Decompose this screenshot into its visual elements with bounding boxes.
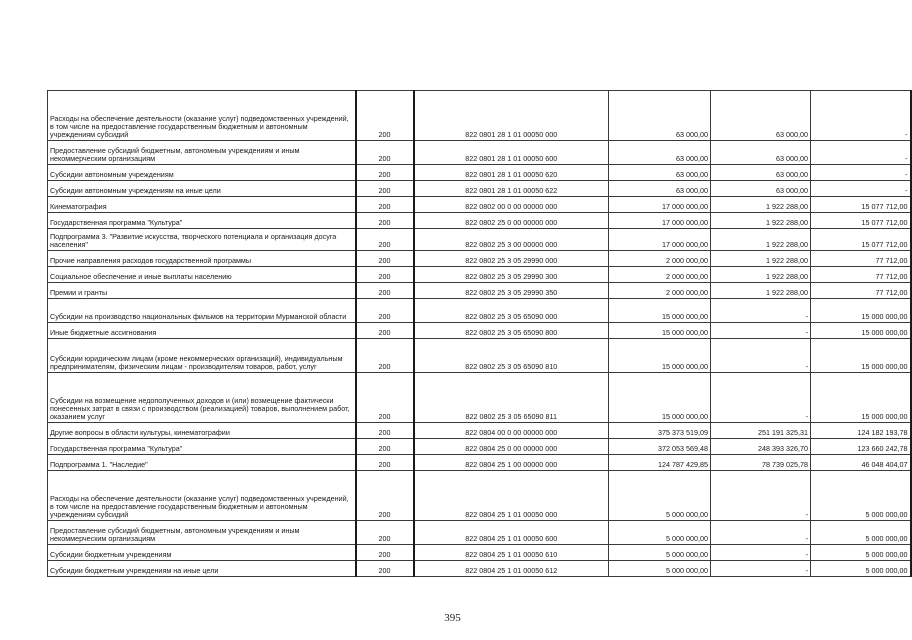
table-row [48,283,911,299]
row-approved-cell: 17 000 000,00 [609,229,711,251]
row-code-cell: 200 [356,267,414,283]
row-executed-cell: 1 922 288,00 [711,213,811,229]
budget-table-body [48,91,911,577]
row-code-cell: 200 [356,439,414,455]
table-row [48,229,911,251]
row-approved-cell: 17 000 000,00 [609,213,711,229]
table-row [48,181,911,197]
row-executed-cell: 1 922 288,00 [711,267,811,283]
table-row [48,267,911,283]
row-remaining-cell: 5 000 000,00 [811,545,911,561]
table-row [48,561,911,577]
row-name-cell: Субсидии автономным учреждениям [48,165,356,181]
row-executed-cell: - [711,339,811,373]
row-code-cell: 200 [356,471,414,521]
row-executed-cell: 63 000,00 [711,141,811,165]
row-approved-cell: 63 000,00 [609,141,711,165]
row-kbk-cell: 822 0802 25 3 00 00000 000 [414,229,609,251]
row-name-cell: Субсидии бюджетным учреждениям на иные цели [48,561,356,577]
table-row [48,141,911,165]
row-remaining-cell: 124 182 193,78 [811,423,911,439]
row-approved-cell: 15 000 000,00 [609,373,711,423]
row-approved-cell: 63 000,00 [609,91,711,141]
row-executed-cell: 248 393 326,70 [711,439,811,455]
row-kbk-cell: 822 0802 25 3 05 65090 800 [414,323,609,339]
row-name-cell: Другие вопросы в области культуры, кинематографии [48,423,356,439]
row-name-cell: Расходы на обеспечение деятельности (оказание услуг) подведомственных учреждений, в том числе на предоставление государственным бюджетным и автономным учреждениям субсидий [48,91,356,141]
row-approved-cell: 2 000 000,00 [609,283,711,299]
row-executed-cell: 1 922 288,00 [711,251,811,267]
table-row [48,545,911,561]
row-approved-cell: 63 000,00 [609,165,711,181]
row-approved-cell: 5 000 000,00 [609,545,711,561]
row-name-cell: Предоставление субсидий бюджетным, автономным учреждениям и иным некоммерческим организациям [48,521,356,545]
row-code-cell: 200 [356,373,414,423]
row-kbk-cell: 822 0802 25 3 05 29990 300 [414,267,609,283]
row-approved-cell: 63 000,00 [609,181,711,197]
table-row [48,299,911,323]
table-row [48,423,911,439]
row-kbk-cell: 822 0802 25 0 00 00000 000 [414,213,609,229]
row-remaining-cell: 77 712,00 [811,251,911,267]
row-approved-cell: 2 000 000,00 [609,251,711,267]
row-name-cell: Подпрограмма 3. "Развитие искусства, творческого потенциала и организация досуга населения" [48,229,356,251]
row-remaining-cell: 15 077 712,00 [811,197,911,213]
row-name-cell: Субсидии бюджетным учреждениям [48,545,356,561]
row-approved-cell: 5 000 000,00 [609,521,711,545]
row-code-cell: 200 [356,521,414,545]
row-approved-cell: 372 053 569,48 [609,439,711,455]
table-row [48,197,911,213]
row-name-cell: Субсидии на возмещение недополученных доходов и (или) возмещение фактически понесенных затрат в связи с производством (реализацией) товаров, выполнением работ, оказанием услуг [48,373,356,423]
table-row [48,521,911,545]
row-code-cell: 200 [356,561,414,577]
row-name-cell: Кинематография [48,197,356,213]
row-executed-cell: 63 000,00 [711,165,811,181]
row-kbk-cell: 822 0802 25 3 05 29990 000 [414,251,609,267]
row-name-cell: Социальное обеспечение и иные выплаты населению [48,267,356,283]
row-code-cell: 200 [356,213,414,229]
row-kbk-cell: 822 0802 00 0 00 00000 000 [414,197,609,213]
row-code-cell: 200 [356,545,414,561]
row-executed-cell: - [711,561,811,577]
row-code-cell: 200 [356,299,414,323]
row-approved-cell: 124 787 429,85 [609,455,711,471]
row-executed-cell: 1 922 288,00 [711,197,811,213]
row-kbk-cell: 822 0804 25 1 01 00050 612 [414,561,609,577]
row-remaining-cell: 77 712,00 [811,267,911,283]
row-kbk-cell: 822 0801 28 1 01 00050 620 [414,165,609,181]
row-approved-cell: 15 000 000,00 [609,339,711,373]
table-row [48,373,911,423]
row-kbk-cell: 822 0804 25 1 01 00050 000 [414,471,609,521]
row-remaining-cell: - [811,141,911,165]
row-name-cell: Субсидии автономным учреждениям на иные цели [48,181,356,197]
row-remaining-cell: 123 660 242,78 [811,439,911,455]
row-name-cell: Предоставление субсидий бюджетным, автономным учреждениям и иным некоммерческим организациям [48,141,356,165]
row-executed-cell: - [711,471,811,521]
row-approved-cell: 5 000 000,00 [609,471,711,521]
row-executed-cell: - [711,323,811,339]
row-executed-cell: - [711,545,811,561]
row-executed-cell: 251 191 325,31 [711,423,811,439]
row-code-cell: 200 [356,323,414,339]
row-kbk-cell: 822 0802 25 3 05 65090 811 [414,373,609,423]
row-approved-cell: 5 000 000,00 [609,561,711,577]
row-remaining-cell: 15 000 000,00 [811,323,911,339]
row-remaining-cell: 15 000 000,00 [811,373,911,423]
row-executed-cell: 78 739 025,78 [711,455,811,471]
page-number: 395 [444,612,461,624]
row-kbk-cell: 822 0804 25 1 01 00050 610 [414,545,609,561]
row-approved-cell: 2 000 000,00 [609,267,711,283]
row-remaining-cell: 5 000 000,00 [811,471,911,521]
row-remaining-cell: 15 000 000,00 [811,299,911,323]
row-name-cell: Государственная программа "Культура" [48,439,356,455]
row-name-cell: Субсидии на производство национальных фильмов на территории Мурманской области [48,299,356,323]
row-executed-cell: 63 000,00 [711,91,811,141]
row-remaining-cell: - [811,181,911,197]
row-code-cell: 200 [356,91,414,141]
row-code-cell: 200 [356,423,414,439]
row-executed-cell: - [711,299,811,323]
row-approved-cell: 375 373 519,09 [609,423,711,439]
row-remaining-cell: 15 077 712,00 [811,229,911,251]
budget-table [47,90,912,577]
row-name-cell: Расходы на обеспечение деятельности (оказание услуг) подведомственных учреждений, в том числе на предоставление государственным бюджетным и автономным учреждениям субсидий [48,471,356,521]
row-kbk-cell: 822 0804 25 0 00 00000 000 [414,439,609,455]
row-code-cell: 200 [356,181,414,197]
row-code-cell: 200 [356,455,414,471]
row-kbk-cell: 822 0801 28 1 01 00050 622 [414,181,609,197]
row-remaining-cell: 77 712,00 [811,283,911,299]
row-name-cell: Субсидии юридическим лицам (кроме некоммерческих организаций), индивидуальным предпринимателям, физическим лицам - производителям товаров, работ, услуг [48,339,356,373]
row-remaining-cell: 46 048 404,07 [811,455,911,471]
row-kbk-cell: 822 0802 25 3 05 29990 350 [414,283,609,299]
table-row [48,471,911,521]
table-row [48,339,911,373]
row-code-cell: 200 [356,251,414,267]
table-row [48,251,911,267]
row-name-cell: Премии и гранты [48,283,356,299]
row-name-cell: Прочие направления расходов государственной программы [48,251,356,267]
row-name-cell: Государственная программа "Культура" [48,213,356,229]
row-code-cell: 200 [356,339,414,373]
row-remaining-cell: - [811,91,911,141]
table-row [48,91,911,141]
table-row [48,165,911,181]
row-remaining-cell: 15 077 712,00 [811,213,911,229]
row-remaining-cell: 5 000 000,00 [811,521,911,545]
row-executed-cell: 1 922 288,00 [711,229,811,251]
row-executed-cell: 63 000,00 [711,181,811,197]
row-name-cell: Иные бюджетные ассигнования [48,323,356,339]
row-code-cell: 200 [356,165,414,181]
row-executed-cell: - [711,373,811,423]
row-name-cell: Подпрограмма 1. "Наследие" [48,455,356,471]
row-kbk-cell: 822 0804 00 0 00 00000 000 [414,423,609,439]
row-code-cell: 200 [356,229,414,251]
row-approved-cell: 15 000 000,00 [609,323,711,339]
row-executed-cell: 1 922 288,00 [711,283,811,299]
row-code-cell: 200 [356,283,414,299]
row-kbk-cell: 822 0802 25 3 05 65090 000 [414,299,609,323]
row-executed-cell: - [711,521,811,545]
table-row [48,323,911,339]
row-remaining-cell: - [811,165,911,181]
row-approved-cell: 17 000 000,00 [609,197,711,213]
row-kbk-cell: 822 0804 25 1 00 00000 000 [414,455,609,471]
table-row [48,213,911,229]
row-kbk-cell: 822 0802 25 3 05 65090 810 [414,339,609,373]
row-kbk-cell: 822 0801 28 1 01 00050 600 [414,141,609,165]
row-approved-cell: 15 000 000,00 [609,299,711,323]
row-kbk-cell: 822 0801 28 1 01 00050 000 [414,91,609,141]
row-remaining-cell: 5 000 000,00 [811,561,911,577]
table-row [48,455,911,471]
row-remaining-cell: 15 000 000,00 [811,339,911,373]
row-code-cell: 200 [356,141,414,165]
row-kbk-cell: 822 0804 25 1 01 00050 600 [414,521,609,545]
row-code-cell: 200 [356,197,414,213]
table-row [48,439,911,455]
